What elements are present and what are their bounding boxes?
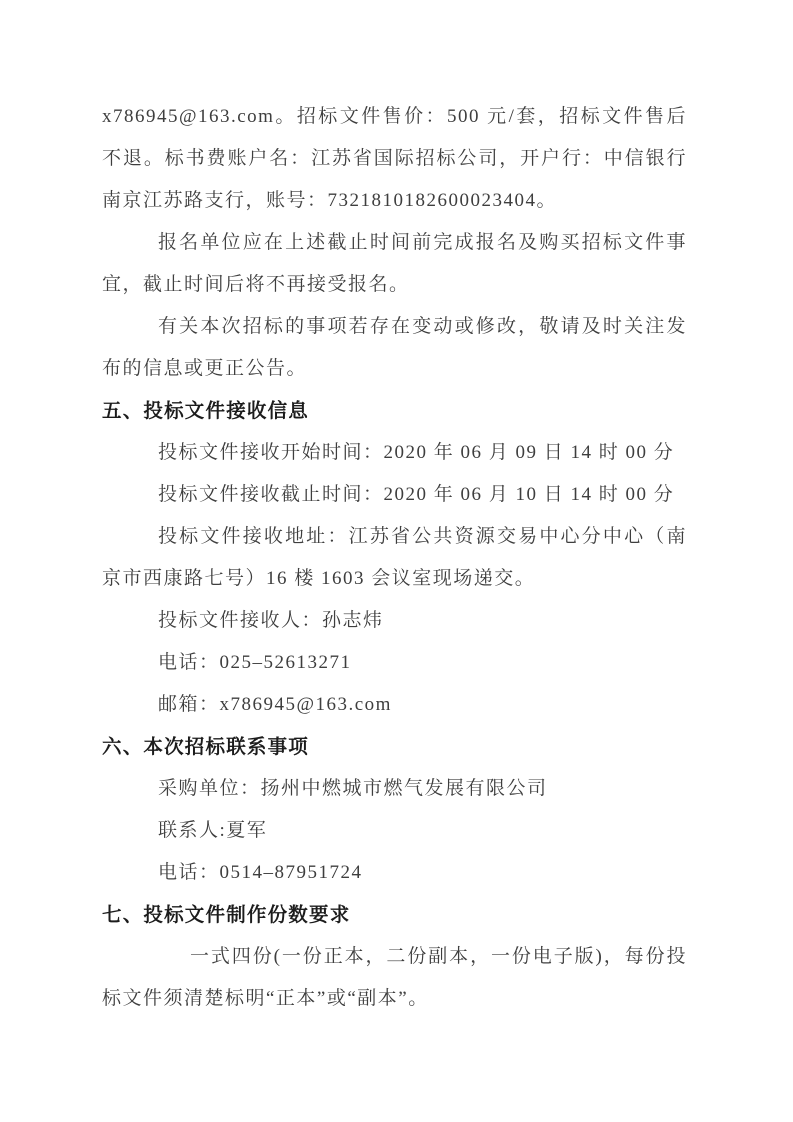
line-bid-receiver-name: 投标文件接收人：孙志炜 xyxy=(158,610,384,631)
paragraph-change-notice: 有关本次招标的事项若存在变动或修改，敬请及时关注发布的信息或更正公告。 xyxy=(102,316,687,379)
line-bid-receive-address: 投标文件接收地址：江苏省公共资源交易中心分中心（南京市西康路七号）16 楼 1603 会议室现场递交。 xyxy=(102,526,687,589)
paragraph-registration-deadline-note: 报名单位应在上述截止时间前完成报名及购买招标文件事宜，截止时间后将不再接受报名。 xyxy=(102,232,687,295)
line-bid-receiver-phone: 电话：025–52613271 xyxy=(158,652,352,673)
paragraph-copies-requirement: 一式四份(一份正本，二份副本，一份电子版)，每份投标文件须清楚标明“正本”或“副本”。 xyxy=(102,946,687,1009)
line-bid-receive-deadline: 投标文件接收截止时间：2020 年 06 月 10 日 14 时 00 分 xyxy=(158,484,675,505)
line-bid-receiver-email: 邮箱：x786945@163.com xyxy=(158,694,392,715)
section-heading-copies-requirement: 七、投标文件制作份数要求 xyxy=(102,904,351,926)
line-bid-receive-start-time: 投标文件接收开始时间：2020 年 06 月 09 日 14 时 00 分 xyxy=(158,442,675,463)
paragraph-tender-fee-account: x786945@163.com。招标文件售价：500 元/套，招标文件售后不退。标书费账户名：江苏省国际招标公司，开户行：中信银行南京江苏路支行，账号：7321810182600023404。 xyxy=(102,106,687,211)
line-contact-phone: 电话：0514–87951724 xyxy=(158,862,363,883)
line-contact-person: 联系人:夏军 xyxy=(158,820,268,841)
section-heading-bid-receipt-info: 五、投标文件接收信息 xyxy=(102,400,310,422)
line-purchasing-unit: 采购单位：扬州中燃城市燃气发展有限公司 xyxy=(158,778,548,799)
section-heading-contact-matters: 六、本次招标联系事项 xyxy=(102,736,310,758)
